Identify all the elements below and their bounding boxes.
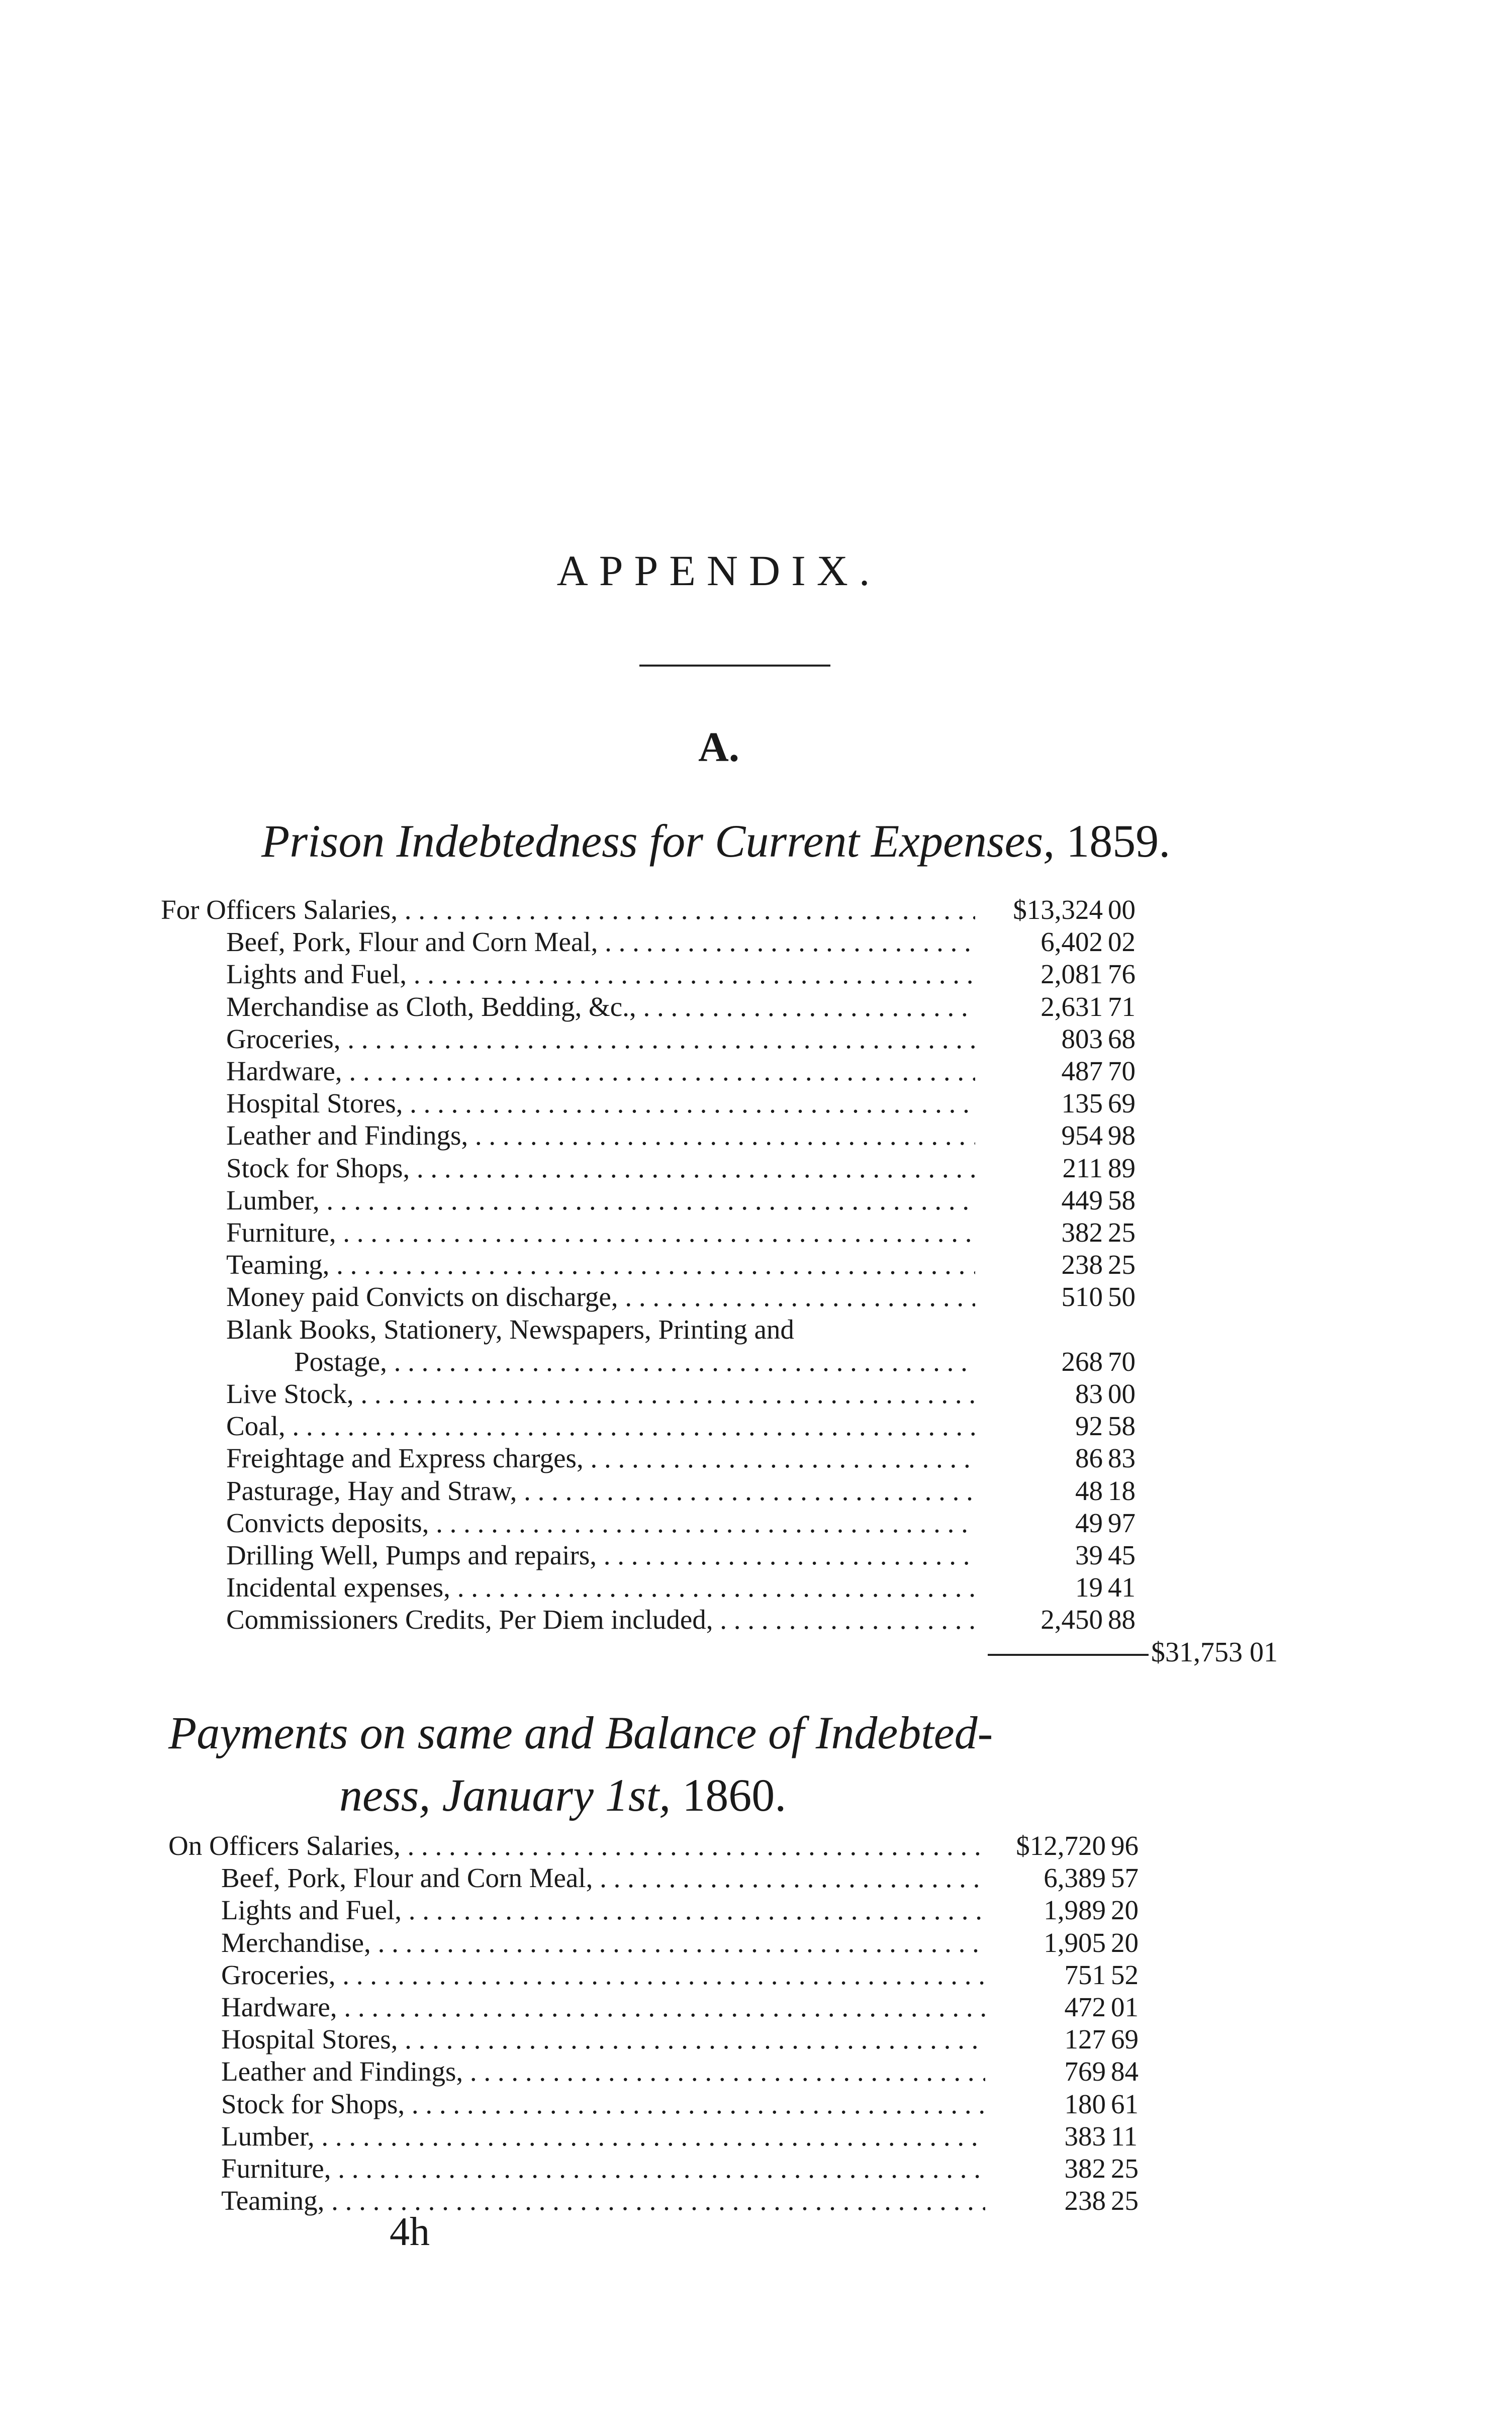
ledger-row-dollars: 2,631 <box>975 991 1103 1022</box>
ledger-row-label <box>221 2088 985 2120</box>
ledger-row <box>161 1378 1166 1411</box>
ledger-row-cents: 18 <box>1108 1475 1136 1506</box>
ledger-row-cents: 58 <box>1108 1184 1136 1216</box>
ledger-row-label <box>226 991 975 1022</box>
ledger-row <box>161 1055 1166 1088</box>
ledger-row-dollars: 211 <box>975 1152 1103 1184</box>
leader-dots <box>450 1572 975 1603</box>
ledger-row-label-text: Groceries, <box>221 1959 336 1990</box>
ledger-row <box>168 2120 1174 2154</box>
leader-dots <box>402 1895 985 1925</box>
ledger-row-cents: 57 <box>1111 1862 1139 1894</box>
section2-title-line2 <box>168 1764 1023 1826</box>
ledger-row-label <box>221 2185 985 2216</box>
section2-title-line1: Payments on same and Balance of Indebted- <box>168 1707 993 1758</box>
ledger-row <box>161 1507 1166 1540</box>
leader-dots <box>517 1475 975 1506</box>
ledger-row <box>168 1991 1174 2024</box>
ledger-row <box>161 991 1166 1024</box>
ledger-row-dollars: 2,081 <box>975 958 1103 990</box>
leader-dots <box>286 1411 975 1441</box>
ledger-row-dollars: 1,989 <box>985 1894 1106 1926</box>
ledger-row-label-text: Leather and Findings, <box>221 2056 463 2087</box>
ledger-row-label <box>161 894 975 925</box>
section1-title-text: Prison Indebtedness for Current Expenses, <box>261 815 1055 867</box>
ledger-row-dollars: 6,402 <box>975 926 1103 958</box>
ledger-row-cents: 76 <box>1108 959 1136 990</box>
ledger-row-label-text: Groceries, <box>226 1023 341 1054</box>
leader-dots <box>342 1056 975 1086</box>
ledger-row-label-text: Hardware, <box>226 1056 342 1086</box>
ledger-row-dollars: 472 <box>985 1991 1106 2023</box>
ledger-row-dollars: 510 <box>975 1281 1103 1313</box>
ledger-row-label-text: Postage, <box>294 1346 387 1377</box>
ledger-row-label <box>226 1571 975 1603</box>
section1-title <box>261 814 1216 868</box>
ledger-row-cents: 45 <box>1108 1540 1136 1570</box>
ledger-row-cents: 11 <box>1111 2120 1138 2152</box>
ledger-row-label <box>221 1862 985 1894</box>
ledger-row <box>161 1410 1166 1443</box>
appendix-heading: APPENDIX. <box>556 546 881 595</box>
ledger-row <box>161 1152 1166 1185</box>
leader-dots <box>463 2056 985 2087</box>
ledger-row-dollars: 92 <box>975 1410 1103 1442</box>
ledger-row-cents: 70 <box>1108 1346 1136 1377</box>
ledger-row <box>161 1087 1166 1120</box>
ledger-row-label <box>226 1249 975 1280</box>
ledger-row-label <box>221 2023 985 2055</box>
ledger-row-cents: 58 <box>1108 1411 1136 1442</box>
ledger-row-dollars: 6,389 <box>985 1862 1106 1894</box>
ledger-row-cents: 70 <box>1108 1056 1136 1086</box>
ledger-row-dollars: 39 <box>975 1539 1103 1571</box>
leader-dots <box>315 2121 985 2152</box>
ledger-row-cents: 88 <box>1108 1604 1136 1635</box>
leader-dots <box>429 1508 975 1538</box>
ledger-row-label-text: Beef, Pork, Flour and Corn Meal, <box>226 926 598 958</box>
ledger-row-dollars: 268 <box>975 1346 1103 1377</box>
ledger-row-label <box>226 1410 975 1442</box>
ledger-row-label <box>226 1442 975 1474</box>
ledger-row-label <box>226 1119 975 1151</box>
ledger-row-cents: 25 <box>1108 1249 1136 1280</box>
ledger-row-dollars: 49 <box>975 1507 1103 1539</box>
leader-dots <box>407 959 975 989</box>
leader-dots <box>329 1249 975 1280</box>
leader-dots <box>354 1378 975 1409</box>
ledger-row-label <box>168 1830 985 1861</box>
ledger-row-dollars: 382 <box>985 2153 1106 2184</box>
leader-dots <box>371 1927 985 1958</box>
leader-dots <box>618 1281 975 1312</box>
ledger-row <box>161 1571 1166 1605</box>
ledger-row-label <box>226 1023 975 1055</box>
ledger-row <box>161 1346 1166 1379</box>
section-letter: A. <box>698 724 739 771</box>
ledger-row <box>168 1862 1174 1895</box>
ledger-row <box>161 1023 1166 1056</box>
ledger-row-label-text: Lumber, <box>226 1184 320 1216</box>
ledger-row-label-text: Coal, <box>226 1411 286 1442</box>
ledger-row <box>161 1604 1166 1637</box>
leader-dots <box>598 926 975 957</box>
ledger-row-dollars: 487 <box>975 1055 1103 1087</box>
section2-title <box>168 1702 1023 1826</box>
ledger-row <box>161 1184 1166 1218</box>
ledger-row-cents: 02 <box>1108 926 1136 958</box>
ledger-row <box>161 1217 1166 1250</box>
leader-dots <box>403 1088 975 1118</box>
ledger-row-cents: 20 <box>1111 1895 1139 1926</box>
ledger-row-label-text: Lumber, <box>221 2120 315 2152</box>
ledger-row-label-text: Lights and Fuel, <box>226 959 407 990</box>
ledger-row-cents: 41 <box>1108 1572 1136 1603</box>
ledger-row-dollars: 449 <box>975 1184 1103 1216</box>
ledger-row-label-text: Money paid Convicts on discharge, <box>226 1281 618 1313</box>
ledger-row-dollars: 769 <box>985 2056 1106 2087</box>
leader-dots <box>337 1992 985 2022</box>
leader-dots <box>320 1185 975 1216</box>
ledger-row <box>161 894 1166 927</box>
ledger-row <box>161 1539 1166 1572</box>
ledger-row-label-text: Live Stock, <box>226 1378 354 1409</box>
ledger-row-label-text: Stock for Shops, <box>226 1152 410 1183</box>
ledger-row-cents: 01 <box>1111 1992 1139 2022</box>
ledger-row-label <box>226 1378 975 1410</box>
ledger-row-cents: 84 <box>1111 2056 1139 2087</box>
leader-dots <box>336 1217 975 1248</box>
ledger-row-cents: 97 <box>1108 1507 1136 1538</box>
ledger-row-label-text: Drilling Well, Pumps and repairs, <box>226 1540 597 1570</box>
ledger-row-label-text: Hospital Stores, <box>226 1088 403 1119</box>
leader-dots <box>341 1023 975 1054</box>
leader-dots <box>405 2089 985 2119</box>
ledger-row-dollars: 180 <box>985 2088 1106 2120</box>
ledger-row-label-text: Furniture, <box>221 2153 331 2184</box>
ledger-row-label-text: Lights and Fuel, <box>221 1895 402 1926</box>
leader-dots <box>597 1540 975 1570</box>
ledger-row-dollars: 135 <box>975 1087 1103 1119</box>
leader-dots <box>398 2024 985 2055</box>
ledger-row <box>168 1894 1174 1927</box>
ledger-row-label-text: Hospital Stores, <box>221 2024 398 2055</box>
ledger-row <box>161 1249 1166 1282</box>
leader-dots <box>401 1830 985 1861</box>
leader-dots <box>331 2153 985 2184</box>
ledger-row-label <box>226 1507 975 1539</box>
leader-dots <box>387 1346 975 1377</box>
ledger-row-dollars: 954 <box>975 1119 1103 1151</box>
ledger-row-label <box>226 1281 975 1313</box>
ledger-row-label <box>226 1087 975 1119</box>
ledger-row-cents: 61 <box>1111 2088 1139 2119</box>
ledger-row-label <box>221 2153 985 2184</box>
ledger-row-dollars: 83 <box>975 1378 1103 1410</box>
ledger-row-label-text: Blank Books, Stationery, Newspapers, Printing and <box>226 1314 794 1345</box>
ledger-row-label-text: Leather and Findings, <box>226 1120 468 1151</box>
ledger-row-label-text: Teaming, <box>221 2185 325 2216</box>
ledger-row-dollars: 86 <box>975 1442 1103 1474</box>
ledger-row <box>161 1281 1166 1314</box>
leader-dots <box>410 1153 975 1183</box>
ledger-row-label-text: Stock for Shops, <box>221 2088 405 2119</box>
ledger-row-label <box>226 926 975 958</box>
indebtedness-total: $31,753 01 <box>1151 1637 1278 1668</box>
ledger-row-dollars: 751 <box>985 1959 1106 1991</box>
ledger-row-label <box>226 1184 975 1216</box>
ledger-row-label-text: Teaming, <box>226 1249 330 1280</box>
ledger-row-label-text: On Officers Salaries, <box>168 1830 401 1861</box>
ledger-row-label-text: Hardware, <box>221 1992 337 2022</box>
ledger-row-label <box>221 2056 985 2087</box>
ledger-row-dollars: 238 <box>985 2185 1106 2216</box>
ledger-row-cents: 50 <box>1108 1281 1136 1313</box>
ledger-row-cents: 89 <box>1108 1152 1136 1183</box>
ledger-row-label-text: Merchandise, <box>221 1927 371 1958</box>
ledger-row-label <box>221 2120 985 2152</box>
ledger-row <box>161 1119 1166 1153</box>
ledger-row-cents: 52 <box>1111 1959 1139 1990</box>
total-rule <box>988 1654 1149 1656</box>
ledger-row-cents: 00 <box>1108 1378 1136 1409</box>
ledger-row-dollars: 127 <box>985 2023 1106 2055</box>
section1-title-year: 1859. <box>1066 815 1171 867</box>
ledger-row-label-text: Incidental expenses, <box>226 1572 450 1603</box>
leader-dots <box>584 1443 975 1473</box>
ledger-row-label <box>226 1055 975 1087</box>
ledger-row-cents: 69 <box>1111 2024 1139 2055</box>
ledger-row-label <box>221 1991 985 2023</box>
ledger-row-dollars: 48 <box>975 1475 1103 1507</box>
ledger-row-dollars: 383 <box>985 2120 1106 2152</box>
ledger-row-dollars: $12,720 <box>985 1830 1106 1861</box>
ledger-row-dollars: 382 <box>975 1217 1103 1248</box>
ledger-row <box>161 926 1166 959</box>
ledger-row-cents: 71 <box>1108 991 1136 1022</box>
ledger-row-label <box>221 1959 985 1991</box>
ledger-row <box>168 2185 1174 2218</box>
ledger-row <box>161 958 1166 991</box>
ledger-row-cents: 00 <box>1108 894 1136 925</box>
leader-dots <box>336 1959 985 1990</box>
ledger-row-label-text: Furniture, <box>226 1217 336 1248</box>
ledger-row-label <box>226 958 975 990</box>
heading-rule <box>639 665 830 667</box>
ledger-row-label-text: For Officers Salaries, <box>161 894 398 925</box>
signature-mark: 4h <box>390 2210 430 2254</box>
ledger-row-cents: 25 <box>1111 2185 1139 2216</box>
ledger-row-label <box>226 1604 975 1635</box>
ledger-row-dollars: 2,450 <box>975 1604 1103 1635</box>
ledger-row-cents: 20 <box>1111 1927 1139 1958</box>
ledger-row-dollars: 1,905 <box>985 1927 1106 1958</box>
ledger-row <box>168 2056 1174 2089</box>
ledger-row <box>161 1442 1166 1475</box>
ledger-row <box>161 1475 1166 1508</box>
ledger-row-dollars: 19 <box>975 1571 1103 1603</box>
ledger-row <box>168 1830 1174 1863</box>
leader-dots <box>398 894 975 925</box>
ledger-row <box>168 2088 1174 2121</box>
section2-title-line2-text: ness, January 1st, <box>339 1769 671 1821</box>
leader-dots <box>593 1862 985 1893</box>
ledger-row <box>168 1927 1174 1960</box>
ledger-row-label <box>226 1539 975 1571</box>
ledger-row <box>168 2023 1174 2057</box>
ledger-row-cents: 69 <box>1108 1088 1136 1119</box>
leader-dots <box>636 991 975 1022</box>
leader-dots <box>468 1120 975 1151</box>
ledger-row-cents: 83 <box>1108 1443 1136 1474</box>
ledger-row-label-text: Beef, Pork, Flour and Corn Meal, <box>221 1862 593 1894</box>
ledger-row-label-text: Pasturage, Hay and Straw, <box>226 1475 517 1506</box>
ledger-row-label-text: Freightage and Express charges, <box>226 1443 584 1474</box>
ledger-row-cents: 25 <box>1108 1217 1136 1248</box>
ledger-row-dollars: $13,324 <box>975 894 1103 925</box>
ledger-row-label <box>226 1475 975 1507</box>
leader-dots <box>713 1604 975 1635</box>
ledger-row <box>161 1314 1166 1347</box>
ledger-row-label <box>226 1217 975 1248</box>
ledger-row-cents: 98 <box>1108 1120 1136 1151</box>
ledger-row-dollars: 803 <box>975 1023 1103 1055</box>
ledger-row-label-text: Convicts deposits, <box>226 1507 429 1538</box>
ledger-row-cents: 68 <box>1108 1023 1136 1054</box>
ledger-row <box>168 2153 1174 2186</box>
ledger-row-label <box>226 1314 975 1345</box>
ledger-row-label <box>221 1927 985 1958</box>
ledger-row-dollars: 238 <box>975 1249 1103 1280</box>
ledger-row <box>168 1959 1174 1992</box>
ledger-row-label <box>221 1894 985 1926</box>
ledger-row-label <box>226 1152 975 1184</box>
ledger-row-label-text: Merchandise as Cloth, Bedding, &c., <box>226 991 636 1022</box>
ledger-row-cents: 25 <box>1111 2153 1139 2184</box>
ledger-row-cents: 96 <box>1111 1830 1139 1861</box>
ledger-row-label <box>294 1346 975 1377</box>
ledger-row-label-text: Commissioners Credits, Per Diem included, <box>226 1604 713 1635</box>
section2-title-year: 1860. <box>682 1769 787 1821</box>
